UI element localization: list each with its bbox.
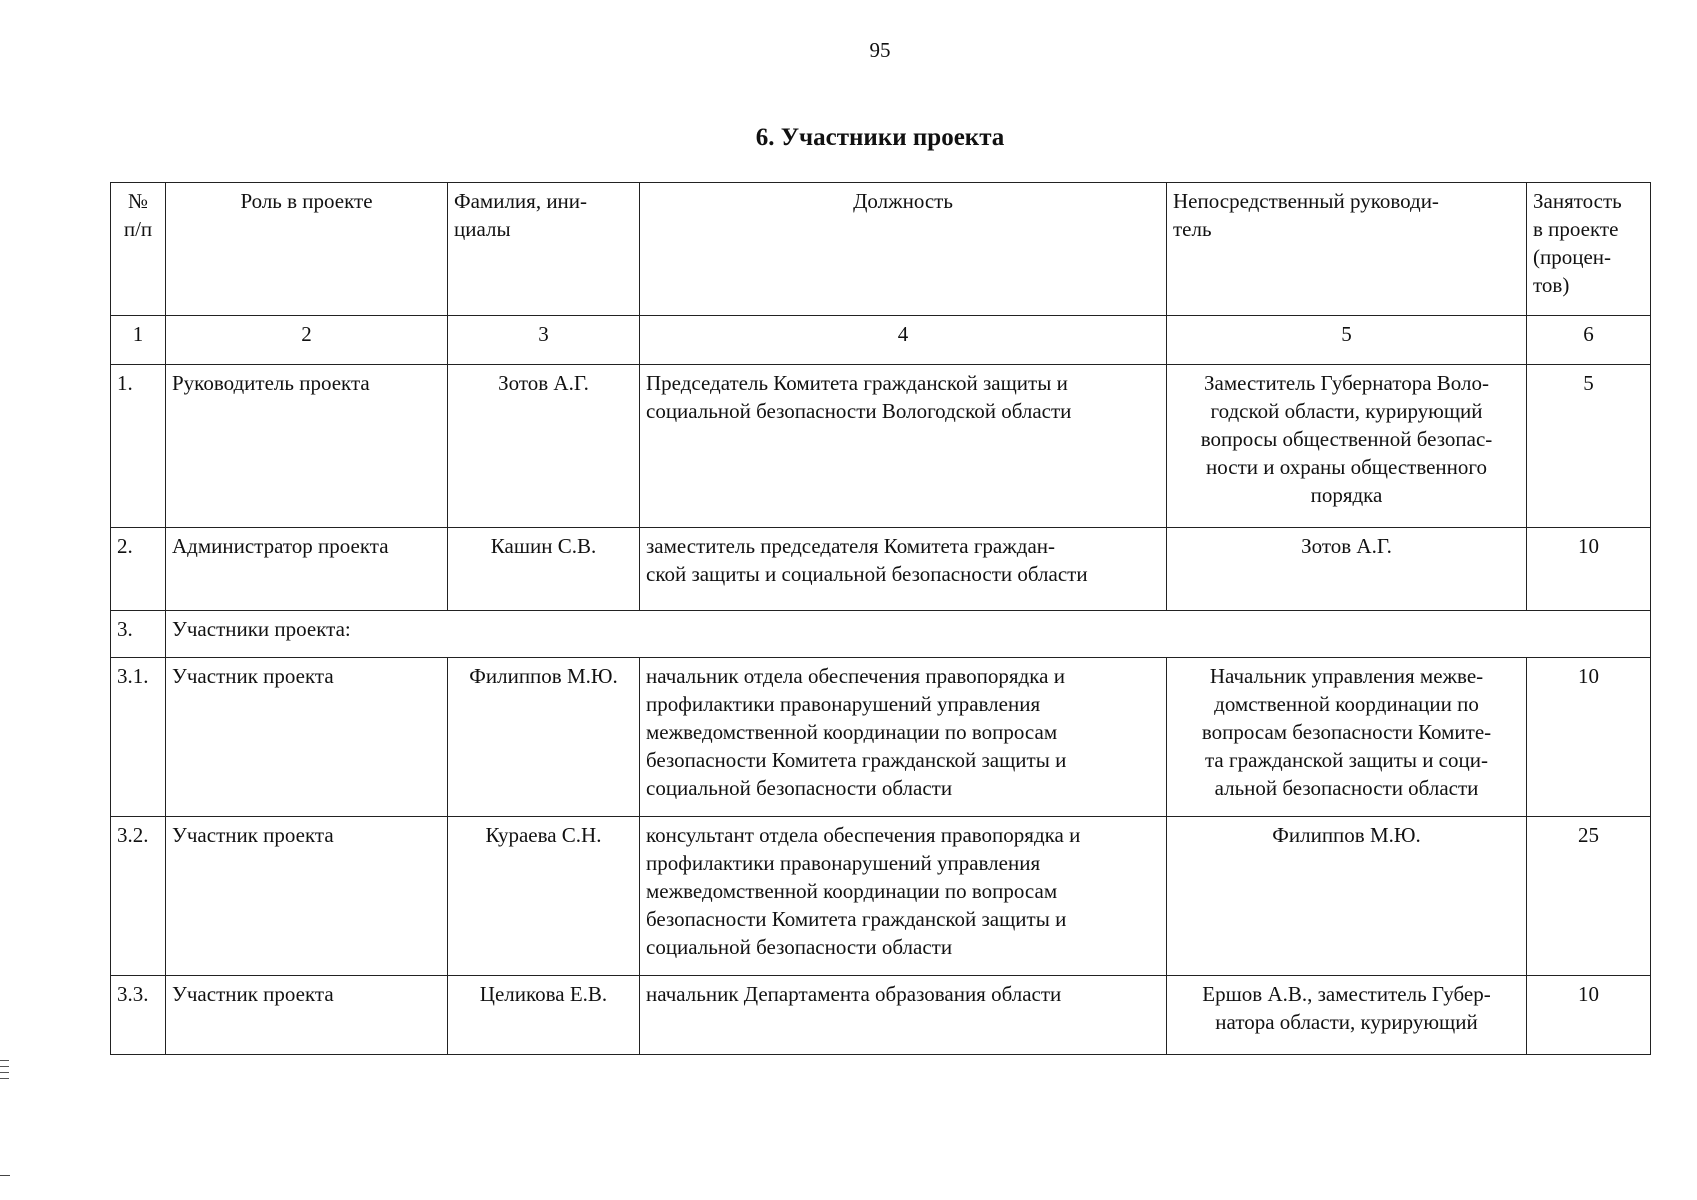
table-row	[111, 365, 1651, 528]
column-number: 2	[166, 316, 448, 365]
row-employment: 5	[1527, 365, 1651, 528]
header-employment: Занятость в проекте (процен- тов)	[1527, 183, 1651, 316]
row-number: 1.	[111, 365, 166, 528]
row-supervisor: Заместитель Губернатора Воло- годской области, курирующий вопросы общественной безопас- ности и охраны общественного порядка	[1167, 365, 1527, 528]
row-employment: 10	[1527, 976, 1651, 1055]
scan-edge-dash	[0, 1175, 10, 1176]
table-row	[111, 817, 1651, 976]
row-position: заместитель председателя Комитета граждан- ской защиты и социальной безопасности области	[640, 528, 1167, 611]
row-name: Целикова Е.В.	[448, 976, 640, 1055]
table-group-row	[111, 611, 1651, 658]
row-role: Руководитель проекта	[166, 365, 448, 528]
participants-table	[110, 182, 1651, 1055]
row-role: Участник проекта	[166, 817, 448, 976]
table-row	[111, 976, 1651, 1055]
column-number: 5	[1167, 316, 1527, 365]
header-position: Должность	[640, 183, 1167, 316]
row-supervisor: Зотов А.Г.	[1167, 528, 1527, 611]
row-supervisor: Начальник управления межве- домственной координации по вопросам безопасности Комите- та гражданской защиты и соци- альной безопасности области	[1167, 658, 1527, 817]
row-position: начальник Департамента образования области	[640, 976, 1167, 1055]
row-number: 3.2.	[111, 817, 166, 976]
row-name: Кураева С.Н.	[448, 817, 640, 976]
row-number: 3.	[111, 611, 166, 658]
table-header-row	[111, 183, 1651, 316]
row-position: консультант отдела обеспечения правопорядка и профилактики правонарушений управления межведомственной координации по вопросам безопасности Комитета гражданской защиты и социальной безопасности области	[640, 817, 1167, 976]
header-name: Фамилия, ини- циалы	[448, 183, 640, 316]
row-number: 3.1.	[111, 658, 166, 817]
scan-edge-marks	[0, 1060, 10, 1084]
column-number-row	[111, 316, 1651, 365]
row-position: начальник отдела обеспечения правопорядка и профилактики правонарушений управления межведомственной координации по вопросам безопасности Комитета гражданской защиты и социальной безопасности области	[640, 658, 1167, 817]
row-employment: 25	[1527, 817, 1651, 976]
column-number: 3	[448, 316, 640, 365]
column-number: 4	[640, 316, 1167, 365]
table-row	[111, 658, 1651, 817]
row-name: Филиппов М.Ю.	[448, 658, 640, 817]
column-number: 6	[1527, 316, 1651, 365]
row-number: 2.	[111, 528, 166, 611]
row-employment: 10	[1527, 658, 1651, 817]
group-label: Участники проекта:	[166, 611, 1651, 658]
row-number: 3.3.	[111, 976, 166, 1055]
row-role: Участник проекта	[166, 976, 448, 1055]
column-number: 1	[111, 316, 166, 365]
row-employment: 10	[1527, 528, 1651, 611]
row-role: Администратор проекта	[166, 528, 448, 611]
row-supervisor: Филиппов М.Ю.	[1167, 817, 1527, 976]
row-name: Зотов А.Г.	[448, 365, 640, 528]
row-role: Участник проекта	[166, 658, 448, 817]
header-number: № п/п	[111, 183, 166, 316]
section-title: 6. Участники проекта	[755, 124, 1005, 151]
table-row	[111, 528, 1651, 611]
row-position: Председатель Комитета гражданской защиты и социальной безопасности Вологодской области	[640, 365, 1167, 528]
row-supervisor: Ершов А.В., заместитель Губер- натора области, курирующий	[1167, 976, 1527, 1055]
row-name: Кашин С.В.	[448, 528, 640, 611]
header-supervisor: Непосредственный руководи- тель	[1167, 183, 1527, 316]
header-role: Роль в проекте	[166, 183, 448, 316]
page-number: 95	[869, 38, 891, 62]
